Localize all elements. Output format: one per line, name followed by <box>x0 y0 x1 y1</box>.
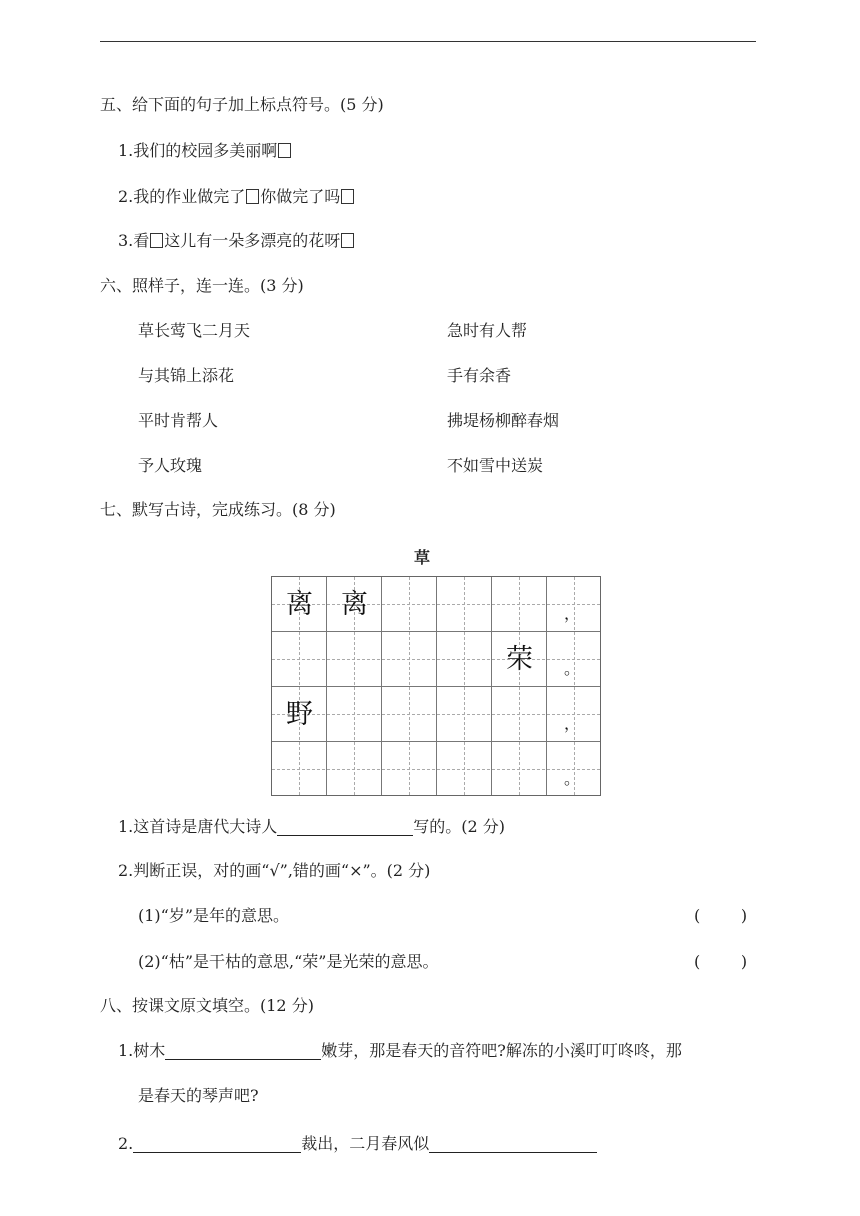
punctuation-box[interactable] <box>246 189 259 204</box>
question-7-2-2: (2)“枯”是干枯的意思,“荣”是光荣的意思。 <box>138 952 439 971</box>
grid-punct: 。 <box>563 769 580 788</box>
section-5-title: 五、给下面的句子加上标点符号。(5 分) <box>100 95 384 114</box>
punctuation-box[interactable] <box>341 189 354 204</box>
grid-punct: 。 <box>563 659 580 678</box>
question-text: 2. <box>118 1134 134 1153</box>
match-right-item[interactable]: 不如雪中送炭 <box>447 456 544 475</box>
answer-blank[interactable] <box>429 1136 597 1153</box>
grid-char: 离 <box>286 589 313 620</box>
answer-parentheses[interactable]: ( ) <box>694 906 748 925</box>
punctuation-box[interactable] <box>150 233 163 248</box>
question-7-2: 2.判断正误，对的画“√”,错的画“×”。(2 分) <box>118 861 431 880</box>
header-rule <box>100 41 756 42</box>
question-5-2 <box>118 187 355 207</box>
question-7-2-1: (1)“岁”是年的意思。 <box>138 906 290 925</box>
question-text: 1.这首诗是唐代大诗人 <box>118 817 278 836</box>
poem-writing-grid[interactable] <box>271 576 601 796</box>
match-left-item[interactable]: 与其锦上添花 <box>138 366 235 385</box>
question-8-1-cont: 是春天的琴声吧? <box>138 1086 259 1105</box>
match-left-item[interactable]: 予人玫瑰 <box>138 456 203 475</box>
question-8-2 <box>118 1134 597 1154</box>
grid-punct: ， <box>563 604 580 623</box>
answer-blank[interactable] <box>133 1136 301 1153</box>
question-text: 2.我的作业做完了 <box>118 187 246 206</box>
grid-char: 离 <box>341 589 368 620</box>
grid-char: 荣 <box>506 644 533 675</box>
question-text: 嫩芽，那是春天的音符吧?解冻的小溪叮叮咚咚，那 <box>321 1041 682 1060</box>
question-text: 3.看 <box>118 231 150 250</box>
question-text: 写的。(2 分) <box>413 817 506 836</box>
question-text: 裁出，二月春风似 <box>301 1134 430 1153</box>
punctuation-box[interactable] <box>341 233 354 248</box>
question-7-1 <box>118 817 505 837</box>
grid-punct: ， <box>563 714 580 733</box>
question-text: 1.树木 <box>118 1041 166 1060</box>
answer-blank[interactable] <box>165 1043 321 1060</box>
question-5-3 <box>118 231 355 251</box>
match-left-item[interactable]: 草长莺飞二月天 <box>138 321 251 340</box>
question-text: 1.我们的校园多美丽啊 <box>118 141 278 160</box>
section-6-title: 六、照样子，连一连。(3 分) <box>100 276 304 295</box>
match-left-item[interactable]: 平时肯帮人 <box>138 411 219 430</box>
match-right-item[interactable]: 急时有人帮 <box>447 321 528 340</box>
section-7-title: 七、默写古诗，完成练习。(8 分) <box>100 500 336 519</box>
match-right-item[interactable]: 手有余香 <box>447 366 512 385</box>
grid-char: 野 <box>286 699 313 730</box>
question-5-1 <box>118 141 292 161</box>
match-right-item[interactable]: 拂堤杨柳醉春烟 <box>447 411 560 430</box>
poem-title: 草 <box>414 548 431 567</box>
question-8-1 <box>118 1041 682 1061</box>
question-text: 这儿有一朵多漂亮的花呀 <box>164 231 341 250</box>
question-text: 你做完了吗 <box>260 187 341 206</box>
answer-blank[interactable] <box>277 819 413 836</box>
section-8-title: 八、按课文原文填空。(12 分) <box>100 996 314 1015</box>
answer-parentheses[interactable]: ( ) <box>694 952 748 971</box>
punctuation-box[interactable] <box>278 143 291 158</box>
